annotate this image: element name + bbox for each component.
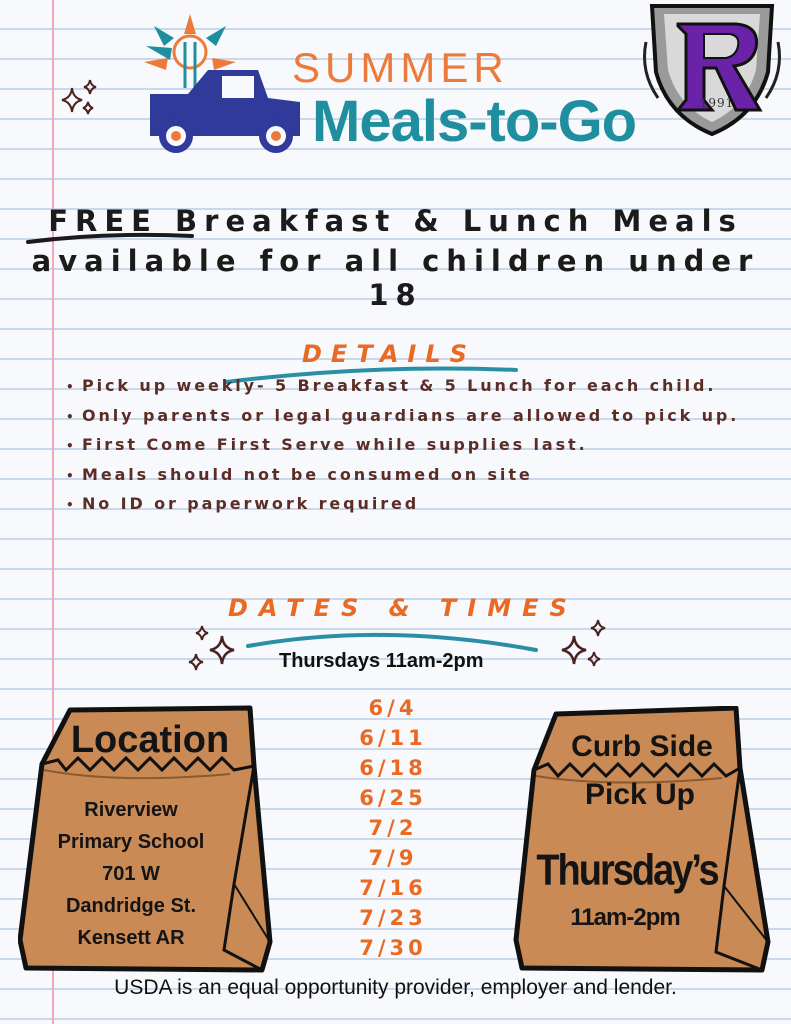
list-item: • No ID or paperwork required: [66, 494, 420, 513]
logo-meals-to-go-text: Meals-to-Go: [312, 89, 637, 154]
list-item: • Only parents or legal guardians are allowed to pick up.: [66, 405, 740, 425]
headline-eligibility: available for all children under 18: [31, 244, 760, 312]
dates-times-title: DATES & TIMES: [228, 594, 578, 622]
list-item: • Meals should not be consumed on site: [66, 464, 533, 484]
location-heading: Location: [70, 719, 230, 761]
list-item: • Pick up weekly- 5 Breakfast & 5 Lunch for each child.: [66, 376, 717, 395]
sparkle-icon: [556, 618, 612, 676]
bullet-icon: •: [66, 468, 77, 483]
location-line: Dandridge St.: [65, 895, 196, 917]
location-line: 701 W: [102, 863, 160, 885]
crest-year: 1991: [699, 96, 735, 110]
date-item: 7/30: [359, 936, 427, 960]
date-item: 7/2: [368, 816, 418, 840]
bullet-icon: •: [66, 380, 77, 394]
bullet-icon: •: [66, 409, 77, 424]
curbside-day: Thursday’s: [536, 846, 718, 896]
location-line: Primary School: [57, 831, 205, 853]
details-title: DETAILS: [302, 340, 476, 368]
schedule-text: Thursdays 11am-2pm: [279, 650, 484, 672]
date-item: 7/16: [359, 876, 427, 900]
curbside-heading-line1: Curb Side: [571, 730, 713, 763]
headline-free-meals: FREE Breakfast & Lunch Meals: [48, 204, 743, 238]
date-item: 6/11: [359, 726, 427, 750]
location-line: Kensett AR: [77, 927, 185, 949]
details-list: [66, 376, 739, 524]
location-address: [40, 794, 222, 954]
usda-statement: USDA is an equal opportunity provider, employer and lender.: [114, 976, 677, 999]
school-crest-icon: [638, 2, 786, 138]
date-item: 7/9: [368, 846, 418, 870]
bullet-icon: •: [66, 498, 77, 512]
date-item: 6/25: [359, 786, 427, 810]
food-truck-icon: [128, 8, 308, 158]
curbside-heading-line2: Pick Up: [584, 778, 696, 811]
location-line: Riverview: [84, 799, 178, 821]
dates-list: [333, 696, 453, 966]
list-item: • First Come First Serve while supplies last.: [66, 435, 588, 454]
logo-summer-text: SUMMER: [292, 44, 509, 91]
date-item: 7/23: [359, 906, 427, 930]
sparkle-icon: [184, 624, 240, 680]
sparkle-icon: [58, 78, 102, 120]
curbside-time: 11am-2pm: [570, 904, 680, 931]
bullet-icon: •: [66, 439, 77, 453]
date-item: 6/4: [368, 696, 418, 720]
date-item: 6/18: [359, 756, 427, 780]
